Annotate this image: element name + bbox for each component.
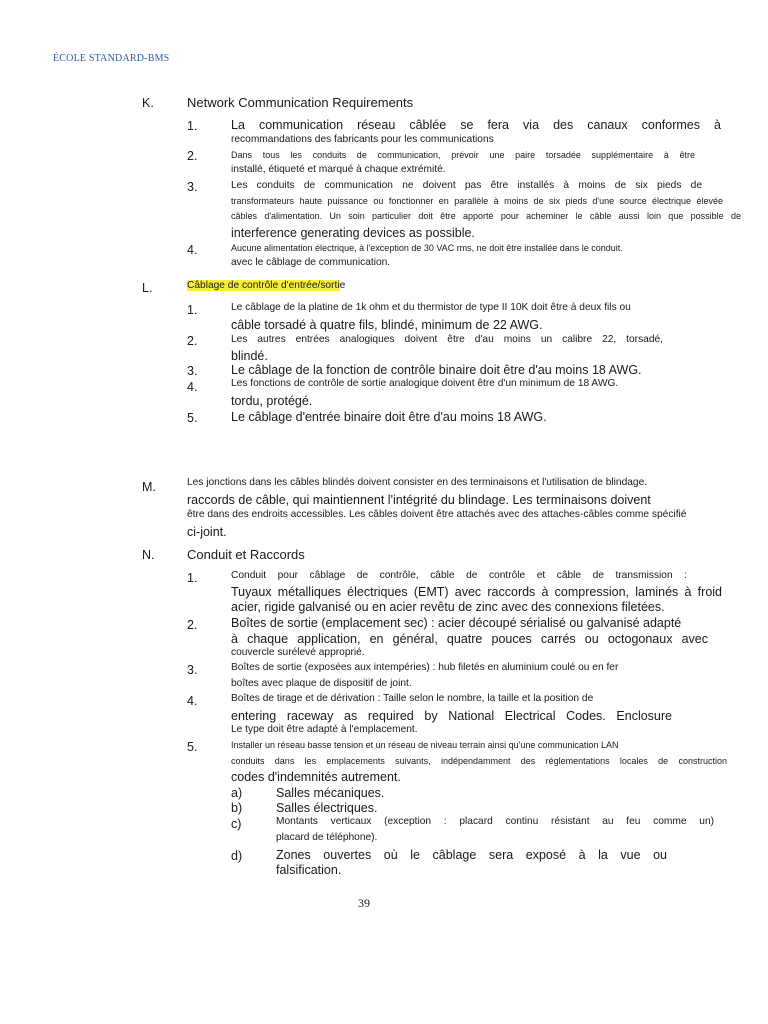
title-tail: e xyxy=(339,280,346,291)
item-number: 3. xyxy=(187,180,198,194)
subitem-line: Salles mécaniques. xyxy=(276,786,385,800)
item-line: blindé. xyxy=(231,349,268,363)
item-number: 1. xyxy=(187,303,198,317)
item-line: Installer un réseau basse tension et un réseau de niveau terrain ainsi qu'une communication LAN xyxy=(231,740,619,750)
subitem-line: falsification. xyxy=(276,863,342,877)
item-line: Le câblage de la fonction de contrôle binaire doit être d'au moins 18 AWG. xyxy=(231,363,642,377)
section-letter: N. xyxy=(142,548,155,562)
item-number: 2. xyxy=(187,618,198,632)
item-number: 1. xyxy=(187,571,198,585)
highlighted-title: Câblage de contrôle d'entrée/sorti xyxy=(187,280,340,291)
paragraph-line: être dans des endroits accessibles. Les câbles doivent être attachés avec des attaches-câbles comme spécifié xyxy=(187,509,687,520)
section-title xyxy=(187,280,345,291)
item-line: câbles d'alimentation. Un soin particulier doit être apporté pour acheminer le câble aussi loin que possible de xyxy=(231,211,741,221)
section-letter: L. xyxy=(142,281,153,295)
item-line: Les autres entrées analogiques doivent être d'au moins un calibre 22, torsadé, xyxy=(231,334,663,345)
item-line: Les conduits de communication ne doivent pas être installés à moins de six pieds de xyxy=(231,180,702,191)
subitem-letter: c) xyxy=(231,817,242,831)
item-line: boîtes avec plaque de dispositif de joint. xyxy=(231,678,412,689)
item-line: Le câblage d'entrée binaire doit être d'au moins 18 AWG. xyxy=(231,410,547,424)
subitem-line: Montants verticaux (exception : placard continu résistant au feu comme un) xyxy=(276,816,714,827)
item-line: Les fonctions de contrôle de sortie analogique doivent être d'un minimum de 18 AWG. xyxy=(231,378,619,389)
item-line: à chaque application, en général, quatre pouces carrés ou octogonaux avec xyxy=(231,632,708,646)
item-number: 4. xyxy=(187,694,198,708)
item-line: Le câblage de la platine de 1k ohm et du thermistor de type II 10K doit être à deux fils ou xyxy=(231,302,631,313)
item-number: 1. xyxy=(187,119,198,133)
section-letter: K. xyxy=(142,96,154,110)
item-line: Boîtes de tirage et de dérivation : Taille selon le nombre, la taille et la position de xyxy=(231,693,594,704)
item-line: La communication réseau câblée se fera via des canaux conformes à xyxy=(231,118,721,132)
item-line: Boîtes de sortie (exposées aux intempéries) : hub filetés en aluminium coulé ou en fer xyxy=(231,662,619,673)
section-title: Conduit et Raccords xyxy=(187,547,305,562)
section-letter: M. xyxy=(142,480,156,494)
item-line: couvercle surélevé approprié. xyxy=(231,647,365,658)
item-number: 3. xyxy=(187,663,198,677)
item-line: tordu, protégé. xyxy=(231,394,313,408)
item-line: Boîtes de sortie (emplacement sec) : acier découpé sérialisé ou galvanisé adapté xyxy=(231,616,682,630)
item-number: 4. xyxy=(187,243,198,257)
item-line: Dans tous les conduits de communication, prévoir une paire torsadée supplémentaire à être xyxy=(231,150,695,160)
paragraph-line: raccords de câble, qui maintiennent l'intégrité du blindage. Les terminaisons doivent xyxy=(187,493,651,507)
section-title: Network Communication Requirements xyxy=(187,95,414,110)
subitem-letter: b) xyxy=(231,801,243,815)
subitem-line: Zones ouvertes où le câblage sera exposé à la vue ou xyxy=(276,848,667,862)
item-number: 5. xyxy=(187,411,198,425)
item-line: acier, rigide galvanisé ou en acier revêtu de zinc avec des connexions filetées. xyxy=(231,600,665,614)
item-line: transformateurs haute puissance ou fonctionner en parallèle à moins de six pieds d'une source électrique élevée xyxy=(231,196,723,206)
item-line: Aucune alimentation électrique, à l'exception de 30 VAC rms, ne doit être installée dans le conduit. xyxy=(231,243,623,253)
page-header: ÉCOLE STANDARD-BMS xyxy=(53,53,170,64)
paragraph-line: Les jonctions dans les câbles blindés doivent consister en des terminaisons et l'utilisation de blindage. xyxy=(187,477,648,488)
subitem-line: placard de téléphone). xyxy=(276,832,378,843)
page-number: 39 xyxy=(358,896,370,910)
item-line: entering raceway as required by National Electrical Codes. Enclosure xyxy=(231,709,672,723)
item-number: 2. xyxy=(187,149,198,163)
item-number: 4. xyxy=(187,380,198,394)
subitem-line: Salles électriques. xyxy=(276,801,378,815)
item-line: interference generating devices as possible. xyxy=(231,226,475,240)
item-line: câble torsadé à quatre fils, blindé, minimum de 22 AWG. xyxy=(231,318,543,332)
subitem-letter: d) xyxy=(231,849,243,863)
item-line: installé, étiqueté et marqué à chaque extrémité. xyxy=(231,164,446,175)
subitem-letter: a) xyxy=(231,786,243,800)
item-number: 3. xyxy=(187,364,198,378)
item-line: codes d'indemnités autrement. xyxy=(231,770,401,784)
item-line: Conduit pour câblage de contrôle, câble de contrôle et câble de transmission : xyxy=(231,570,687,581)
item-line: conduits dans les emplacements suivants, indépendamment des réglementations locales de construction xyxy=(231,756,727,766)
item-line: Le type doit être adapté à l'emplacement. xyxy=(231,724,418,735)
item-line: Tuyaux métalliques électriques (EMT) avec raccords à compression, laminés à froid xyxy=(231,585,722,599)
item-number: 2. xyxy=(187,334,198,348)
item-number: 5. xyxy=(187,740,198,754)
item-line: recommandations des fabricants pour les communications xyxy=(231,134,494,145)
item-line: avec le câblage de communication. xyxy=(231,257,391,268)
paragraph-line: ci-joint. xyxy=(187,525,227,539)
